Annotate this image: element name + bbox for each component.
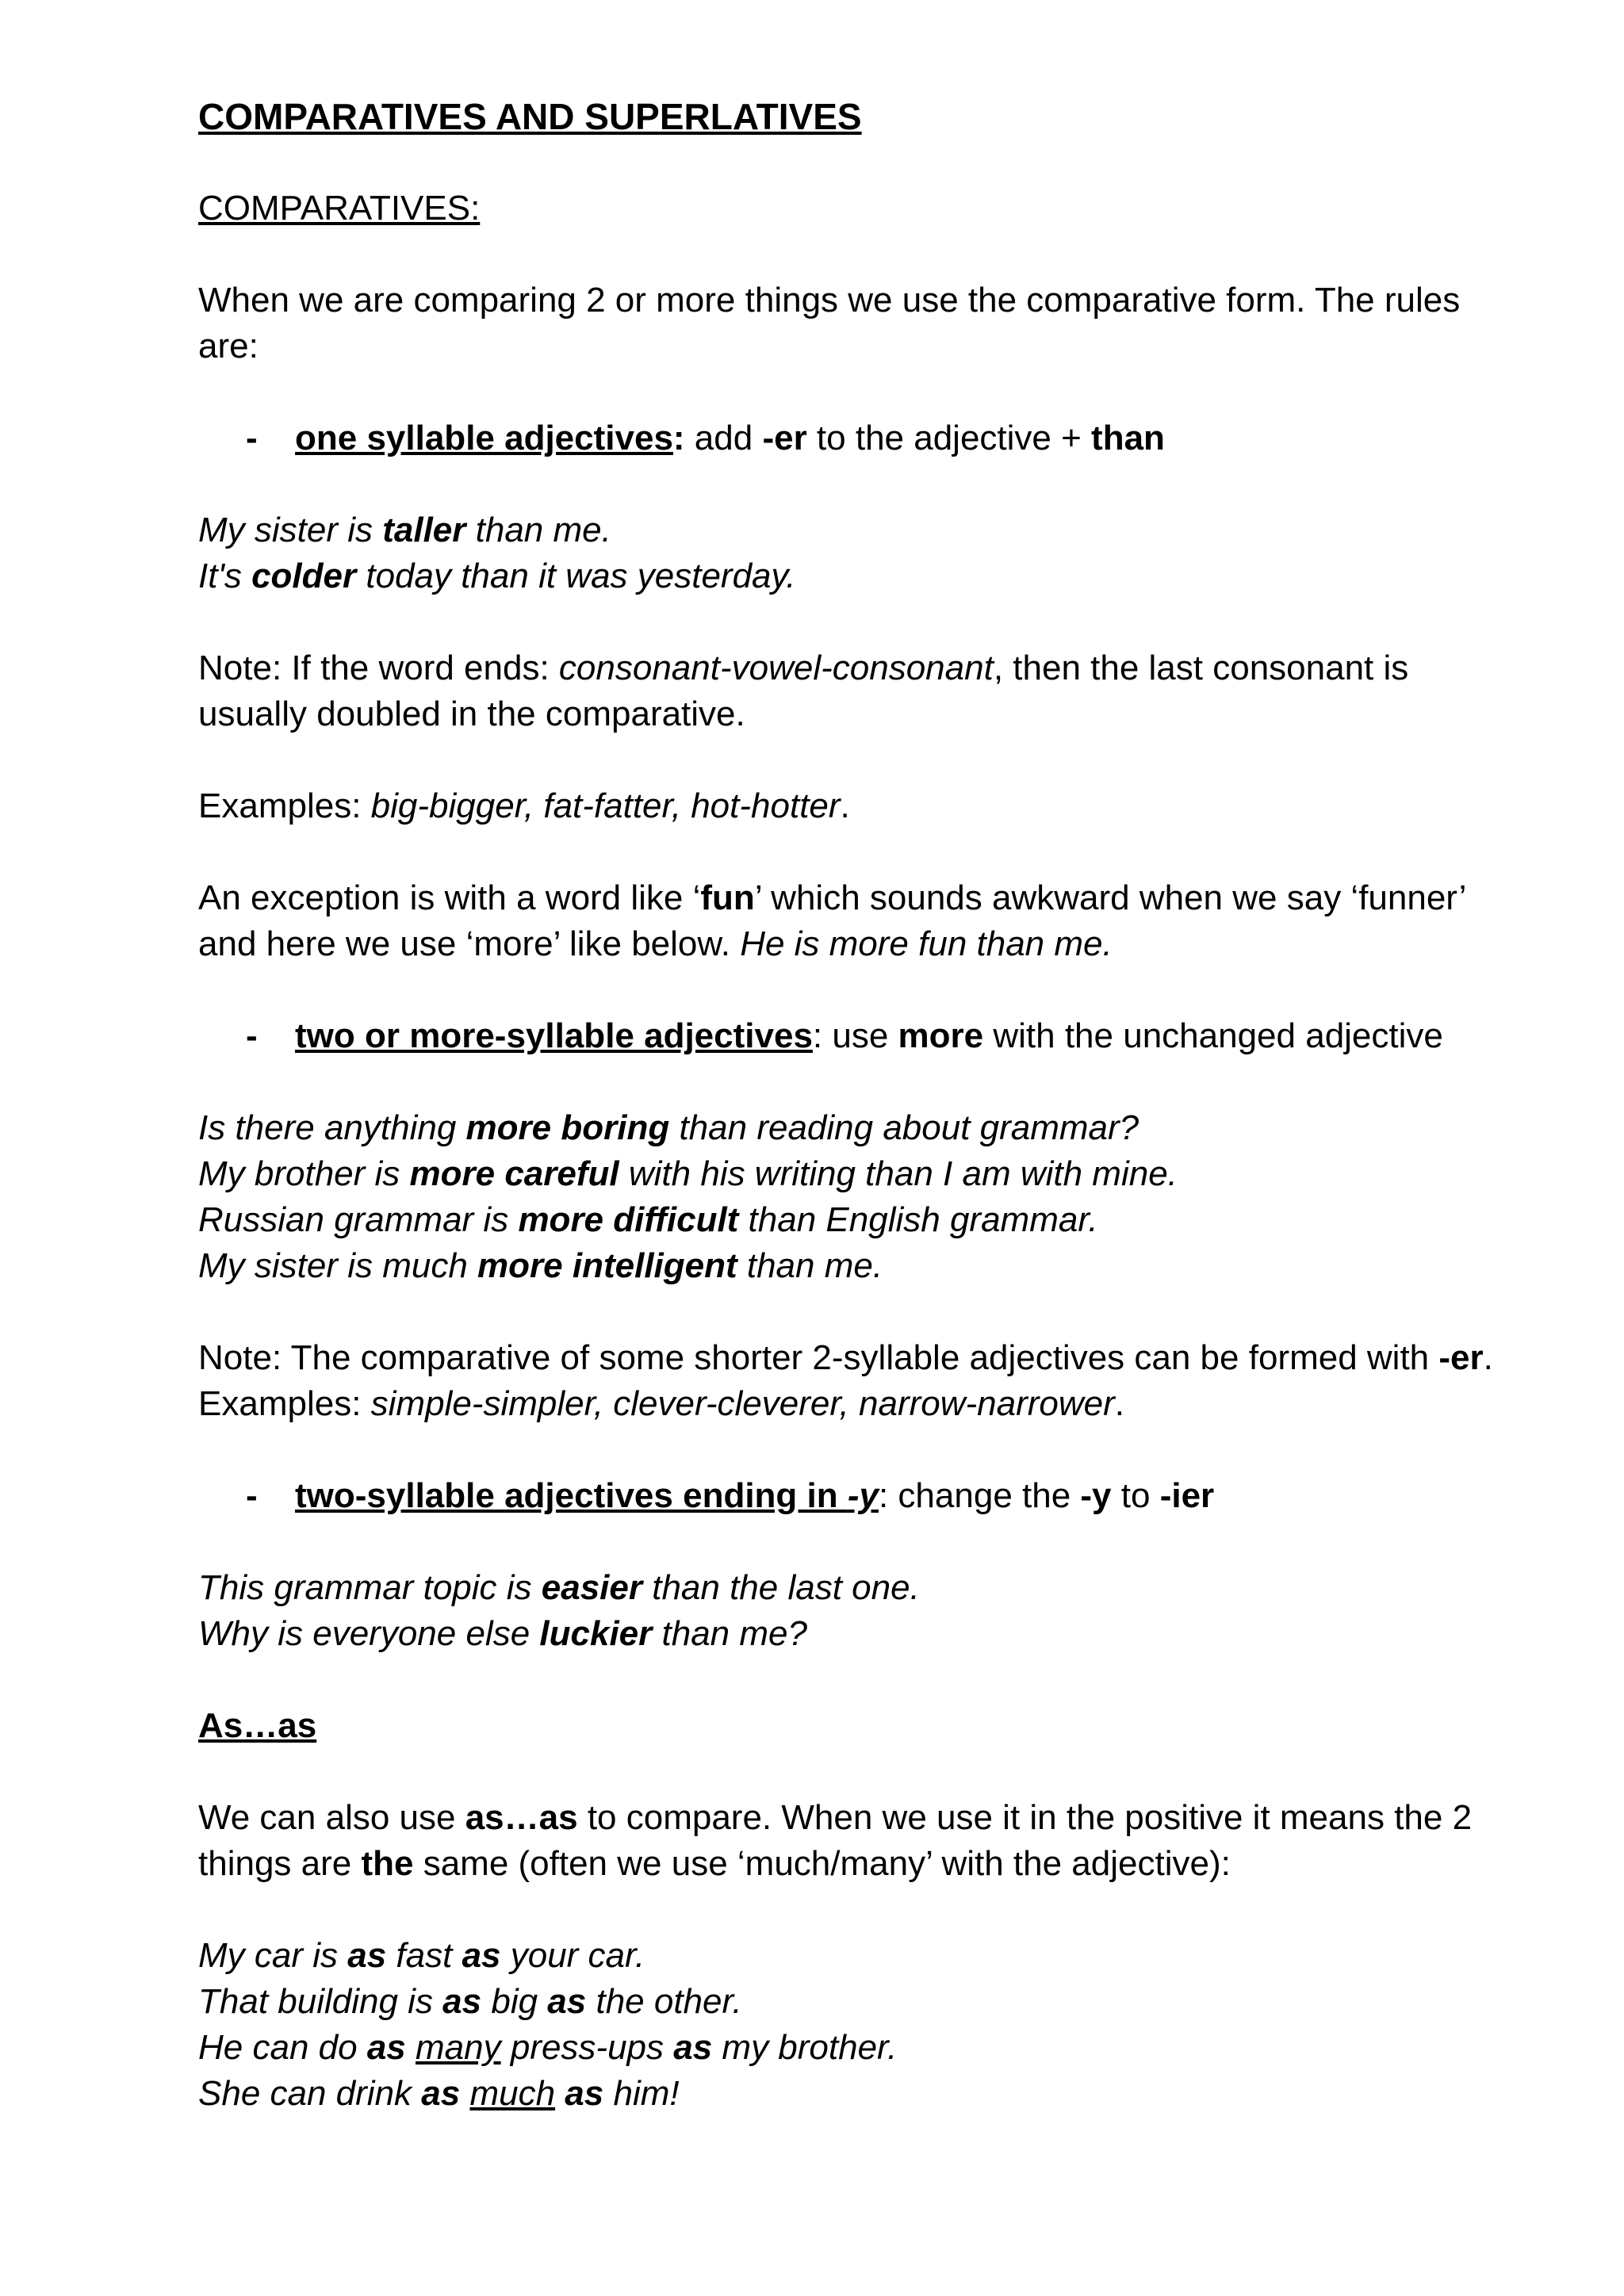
examples-paragraph-1 [198, 783, 1505, 829]
rule-text [295, 1473, 1214, 1519]
example-text: My sister is much [198, 1246, 478, 1285]
rule-label-part: two-syllable adjectives ending in [295, 1476, 848, 1515]
exception-italic: He is more fun than me. [740, 924, 1113, 963]
asas-intro-paragraph [198, 1795, 1505, 1887]
example-text: This grammar topic is [198, 1568, 542, 1607]
exception-text: ’ which sounds awkward when we say ‘funner’ and here we use ‘more’ like below. [198, 878, 1465, 963]
example-line [198, 553, 1505, 599]
asas-bold: the [361, 1844, 414, 1883]
note-text: Note: If the word ends: [198, 649, 559, 687]
section-heading-comparatives: COMPARATIVES: [198, 189, 481, 228]
note-bold: -er [1438, 1338, 1484, 1377]
example-bold: as [442, 1982, 482, 2021]
example-bold: more boring [465, 1108, 670, 1147]
rule-bold-part: -er [762, 419, 807, 457]
example-bold: as [547, 1982, 587, 2021]
rule-bold-part: -y [1080, 1476, 1112, 1515]
note-italic: simple-simpler, clever-cleverer, narrow-narrower [370, 1384, 1115, 1423]
example-block-2 [198, 1105, 1505, 1289]
rule-text-part: : change the [878, 1476, 1081, 1515]
rule-one-syllable [198, 415, 1505, 461]
example-text: than reading about grammar? [669, 1108, 1139, 1147]
example-text: Is there anything [198, 1108, 466, 1147]
rule-text-part: to the adjective + [806, 419, 1092, 457]
example-line [198, 1197, 1505, 1243]
asas-text: to compare. When we use it in the positive it means the 2 things are [198, 1798, 1473, 1883]
note-text: Note: The comparative of some shorter 2-syllable adjectives can be formed with [198, 1338, 1439, 1377]
rule-label: two or more-syllable adjectives [295, 1016, 813, 1055]
rule-label-italic: -y [847, 1476, 879, 1515]
example-text: My car is [198, 1936, 348, 1975]
example-text: than English grammar. [738, 1200, 1098, 1239]
exception-text: An exception is with a word like ‘ [198, 878, 701, 917]
example-text: with his writing than I am with mine. [619, 1154, 1178, 1193]
rule-text-part: add [684, 419, 763, 457]
example-bold: luckier [539, 1614, 653, 1653]
example-line [198, 1243, 1505, 1289]
rule-text-part: to [1111, 1476, 1160, 1515]
example-text: fast [386, 1936, 462, 1975]
rule-bold-part: than [1091, 419, 1165, 457]
example-block-3 [198, 1565, 1505, 1657]
example-bold: easier [541, 1568, 642, 1607]
example-bold: as [462, 1936, 501, 1975]
example-text: Russian grammar is [198, 1200, 519, 1239]
rule-colon: : [672, 419, 685, 457]
asas-text: same (often we use ‘much/many’ with the adjective): [413, 1844, 1231, 1883]
example-text: He can do [198, 2028, 367, 2067]
exception-bold: fun [700, 878, 755, 917]
example-text: than the last one. [642, 1568, 920, 1607]
example-line [198, 1151, 1505, 1197]
example-block-1 [198, 507, 1505, 599]
rule-two-or-more-syllable [198, 1013, 1505, 1059]
example-bold: as [347, 1936, 387, 1975]
rule-label [295, 1476, 879, 1515]
example-text: him! [603, 2074, 680, 2113]
example-bold: colder [251, 557, 357, 595]
bullet-dash: - [246, 419, 258, 457]
rule-bold-part: more [898, 1016, 984, 1055]
example-text: than me? [652, 1614, 807, 1653]
example-line [198, 1611, 1505, 1657]
example-underlined: much [469, 2074, 556, 2113]
rule-text-part: with the unchanged adjective [983, 1016, 1443, 1055]
example-bold: more careful [409, 1154, 619, 1193]
example-line [198, 507, 1505, 553]
note-paragraph-2 [198, 1335, 1505, 1427]
example-line [198, 1105, 1505, 1151]
note-text: , then the last consonant is usually doubled in the comparative. [198, 649, 1409, 733]
note-italic: consonant-vowel-consonant [558, 649, 994, 687]
asas-heading: As…as [198, 1706, 317, 1745]
example-text: the other. [586, 1982, 742, 2021]
example-text [555, 2074, 565, 2113]
example-text: press-ups [500, 2028, 674, 2067]
example-text: It's [198, 557, 252, 595]
example-line [198, 2025, 1505, 2071]
rule-bold-part: -ier [1159, 1476, 1215, 1515]
rule-text-part: : use [812, 1016, 898, 1055]
example-text [460, 2074, 469, 2113]
example-underlined: many [416, 2028, 501, 2067]
example-text: Why is everyone else [198, 1614, 540, 1653]
example-text: today than it was yesterday. [356, 557, 796, 595]
example-bold: as [366, 2028, 406, 2067]
example-text: She can drink [198, 2074, 422, 2113]
examples-text: Examples: [198, 786, 371, 825]
rule-text [295, 415, 1165, 461]
examples-italic: big-bigger, fat-fatter, hot-hotter [370, 786, 841, 825]
example-text: than me. [737, 1246, 883, 1285]
example-text: your car. [500, 1936, 645, 1975]
examples-text: . [840, 786, 850, 825]
example-text: My brother is [198, 1154, 410, 1193]
intro-paragraph [198, 277, 1505, 369]
rule-label: one syllable adjectives [295, 419, 673, 457]
example-text [406, 2028, 416, 2067]
example-line [198, 1565, 1505, 1611]
example-bold: more intelligent [477, 1246, 737, 1285]
asas-text: We can also use [198, 1798, 465, 1837]
example-block-4 [198, 1933, 1505, 2117]
example-line [198, 1933, 1505, 1979]
example-bold: as [421, 2074, 461, 2113]
example-line [198, 1979, 1505, 2025]
note-text: . [1114, 1384, 1124, 1423]
asas-bold: as…as [465, 1798, 578, 1837]
intro-text: When we are comparing 2 or more things we use the comparative form. The rules are: [198, 281, 1461, 365]
example-text: my brother. [712, 2028, 898, 2067]
exception-paragraph [198, 875, 1505, 967]
note-paragraph-1 [198, 645, 1505, 737]
example-bold: as [565, 2074, 604, 2113]
rule-text [295, 1013, 1443, 1059]
example-text: That building is [198, 1982, 443, 2021]
example-bold: more difficult [518, 1200, 739, 1239]
asas-heading-paragraph [198, 1703, 1505, 1749]
example-text: than me. [465, 511, 611, 549]
example-line [198, 2071, 1505, 2117]
note-text: . Examples: [198, 1338, 1493, 1423]
bullet-dash: - [246, 1016, 258, 1055]
example-bold: taller [382, 511, 466, 549]
example-text: big [481, 1982, 548, 2021]
example-text: My sister is [198, 511, 383, 549]
example-bold: as [673, 2028, 713, 2067]
rule-two-syllable-y [198, 1473, 1505, 1519]
bullet-dash: - [246, 1476, 258, 1515]
page-title: COMPARATIVES AND SUPERLATIVES [198, 96, 862, 137]
